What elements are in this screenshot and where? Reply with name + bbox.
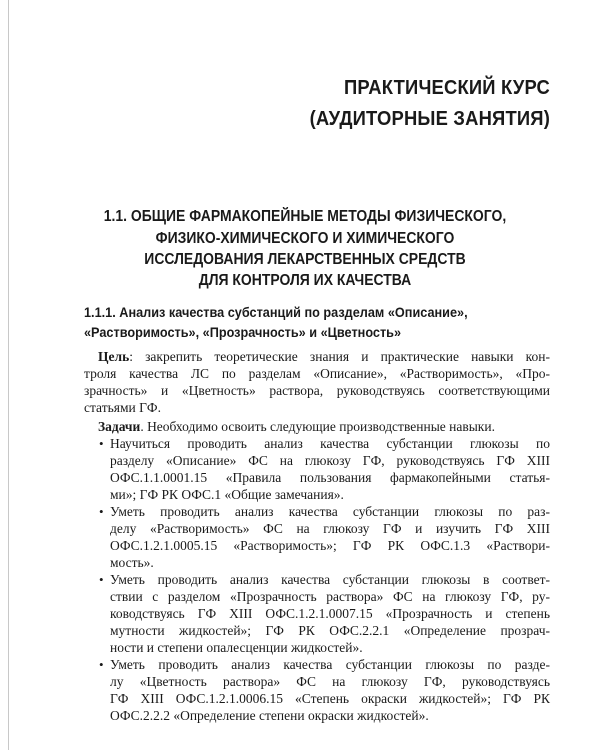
- item-2-line-4: мость».: [110, 555, 154, 570]
- tasks-text: . Необходимо освоить следующие производственные навыки.: [140, 419, 495, 434]
- item-2-line-3: ОФС.1.2.1.0005.15 «Растворимость»; ГФ РК ОФС.1.3 «Раствори-: [110, 538, 550, 553]
- section-title-line-2: ФИЗИКО-ХИМИЧЕСКОГО И ХИМИЧЕСКОГО: [155, 230, 455, 247]
- section-title-line-3: ИССЛЕДОВАНИЯ ЛЕКАРСТВЕННЫХ СРЕДСТВ: [144, 251, 466, 268]
- item-3-line-1: Уметь проводить анализ качества субстанции глюкозы в соответ-: [110, 572, 550, 587]
- goal-line-3: зрачность» и «Цветность» раствора, руководствуясь соответствующими: [84, 383, 550, 398]
- bullet-icon: •: [99, 504, 104, 519]
- item-2-line-1: Уметь проводить анализ качества субстанции глюкозы по раз-: [110, 504, 550, 519]
- item-4-line-1: Уметь проводить анализ качества субстанции глюкозы по разде-: [110, 657, 550, 672]
- bullet-icon: •: [99, 657, 104, 672]
- tasks-line: [98, 418, 495, 435]
- goal-line-4: статьями ГФ.: [84, 400, 161, 415]
- item-4-line-3: ГФ XIII ОФС.1.2.1.0006.15 «Степень окраски жидкостей»; ГФ РК: [110, 691, 550, 706]
- item-3-line-2: ствии с разделом «Прозрачность раствора» ФС на глюкозу ГФ, ру-: [110, 589, 550, 604]
- item-1-line-2: разделу «Описание» ФС на глюкозу ГФ, руководствуясь ГФ XIII: [110, 453, 550, 468]
- item-1-line-3: ОФС.1.1.0001.15 «Правила пользования фармакопейными статья-: [110, 470, 550, 485]
- tasks-label: Задачи: [98, 419, 141, 434]
- section-title-line-1: 1.1. ОБЩИЕ ФАРМАКОПЕЙНЫЕ МЕТОДЫ ФИЗИЧЕСКОГО,: [103, 208, 507, 225]
- bullet-icon: •: [99, 436, 104, 451]
- goal-label: Цель: [98, 349, 130, 364]
- goal-text: : закрепить теоретические знания и практические навыки кон-: [129, 349, 550, 364]
- item-3-line-4: мутности жидкостей»; ГФ РК ОФС.2.2.1 «Определение прозрач-: [110, 623, 550, 638]
- subsection-title-line-1: 1.1.1. Анализ качества субстанций по разделам «Описание»,: [84, 305, 468, 320]
- item-1-line-1: Научиться проводить анализ качества субстанции глюкозы по: [110, 436, 550, 451]
- item-4-line-2: лу «Цветность раствора» ФС на глюкозу ГФ, руководствуясь: [110, 674, 550, 689]
- page-edge-line: [8, 0, 9, 750]
- item-3-line-3: ководствуясь ГФ XIII ОФС.1.2.1.0007.15 «Прозрачность и степень: [110, 606, 550, 621]
- item-3-line-5: ности и степени опалесценции жидкостей».: [110, 640, 363, 655]
- subsection-title-line-2: «Растворимость», «Прозрачность» и «Цветность»: [84, 325, 402, 340]
- goal-line-1: [98, 348, 550, 365]
- part-title-line-1: ПРАКТИЧЕСКИЙ КУРС: [344, 77, 550, 99]
- part-title-line-2: (АУДИТОРНЫЕ ЗАНЯТИЯ): [309, 108, 550, 130]
- section-title-line-4: ДЛЯ КОНТРОЛЯ ИХ КАЧЕСТВА: [198, 272, 412, 289]
- item-4-line-4: ОФС.2.2.2 «Определение степени окраски жидкостей».: [110, 708, 429, 723]
- bullet-icon: •: [99, 572, 104, 587]
- item-1-line-4: ми»; ГФ РК ОФС.1 «Общие замечания».: [110, 487, 344, 502]
- goal-line-2: троля качества ЛС по разделам «Описание», «Растворимость», «Про-: [84, 366, 550, 381]
- item-2-line-2: делу «Растворимость» ФС на глюкозу ГФ и изучить ГФ XIII: [110, 521, 550, 536]
